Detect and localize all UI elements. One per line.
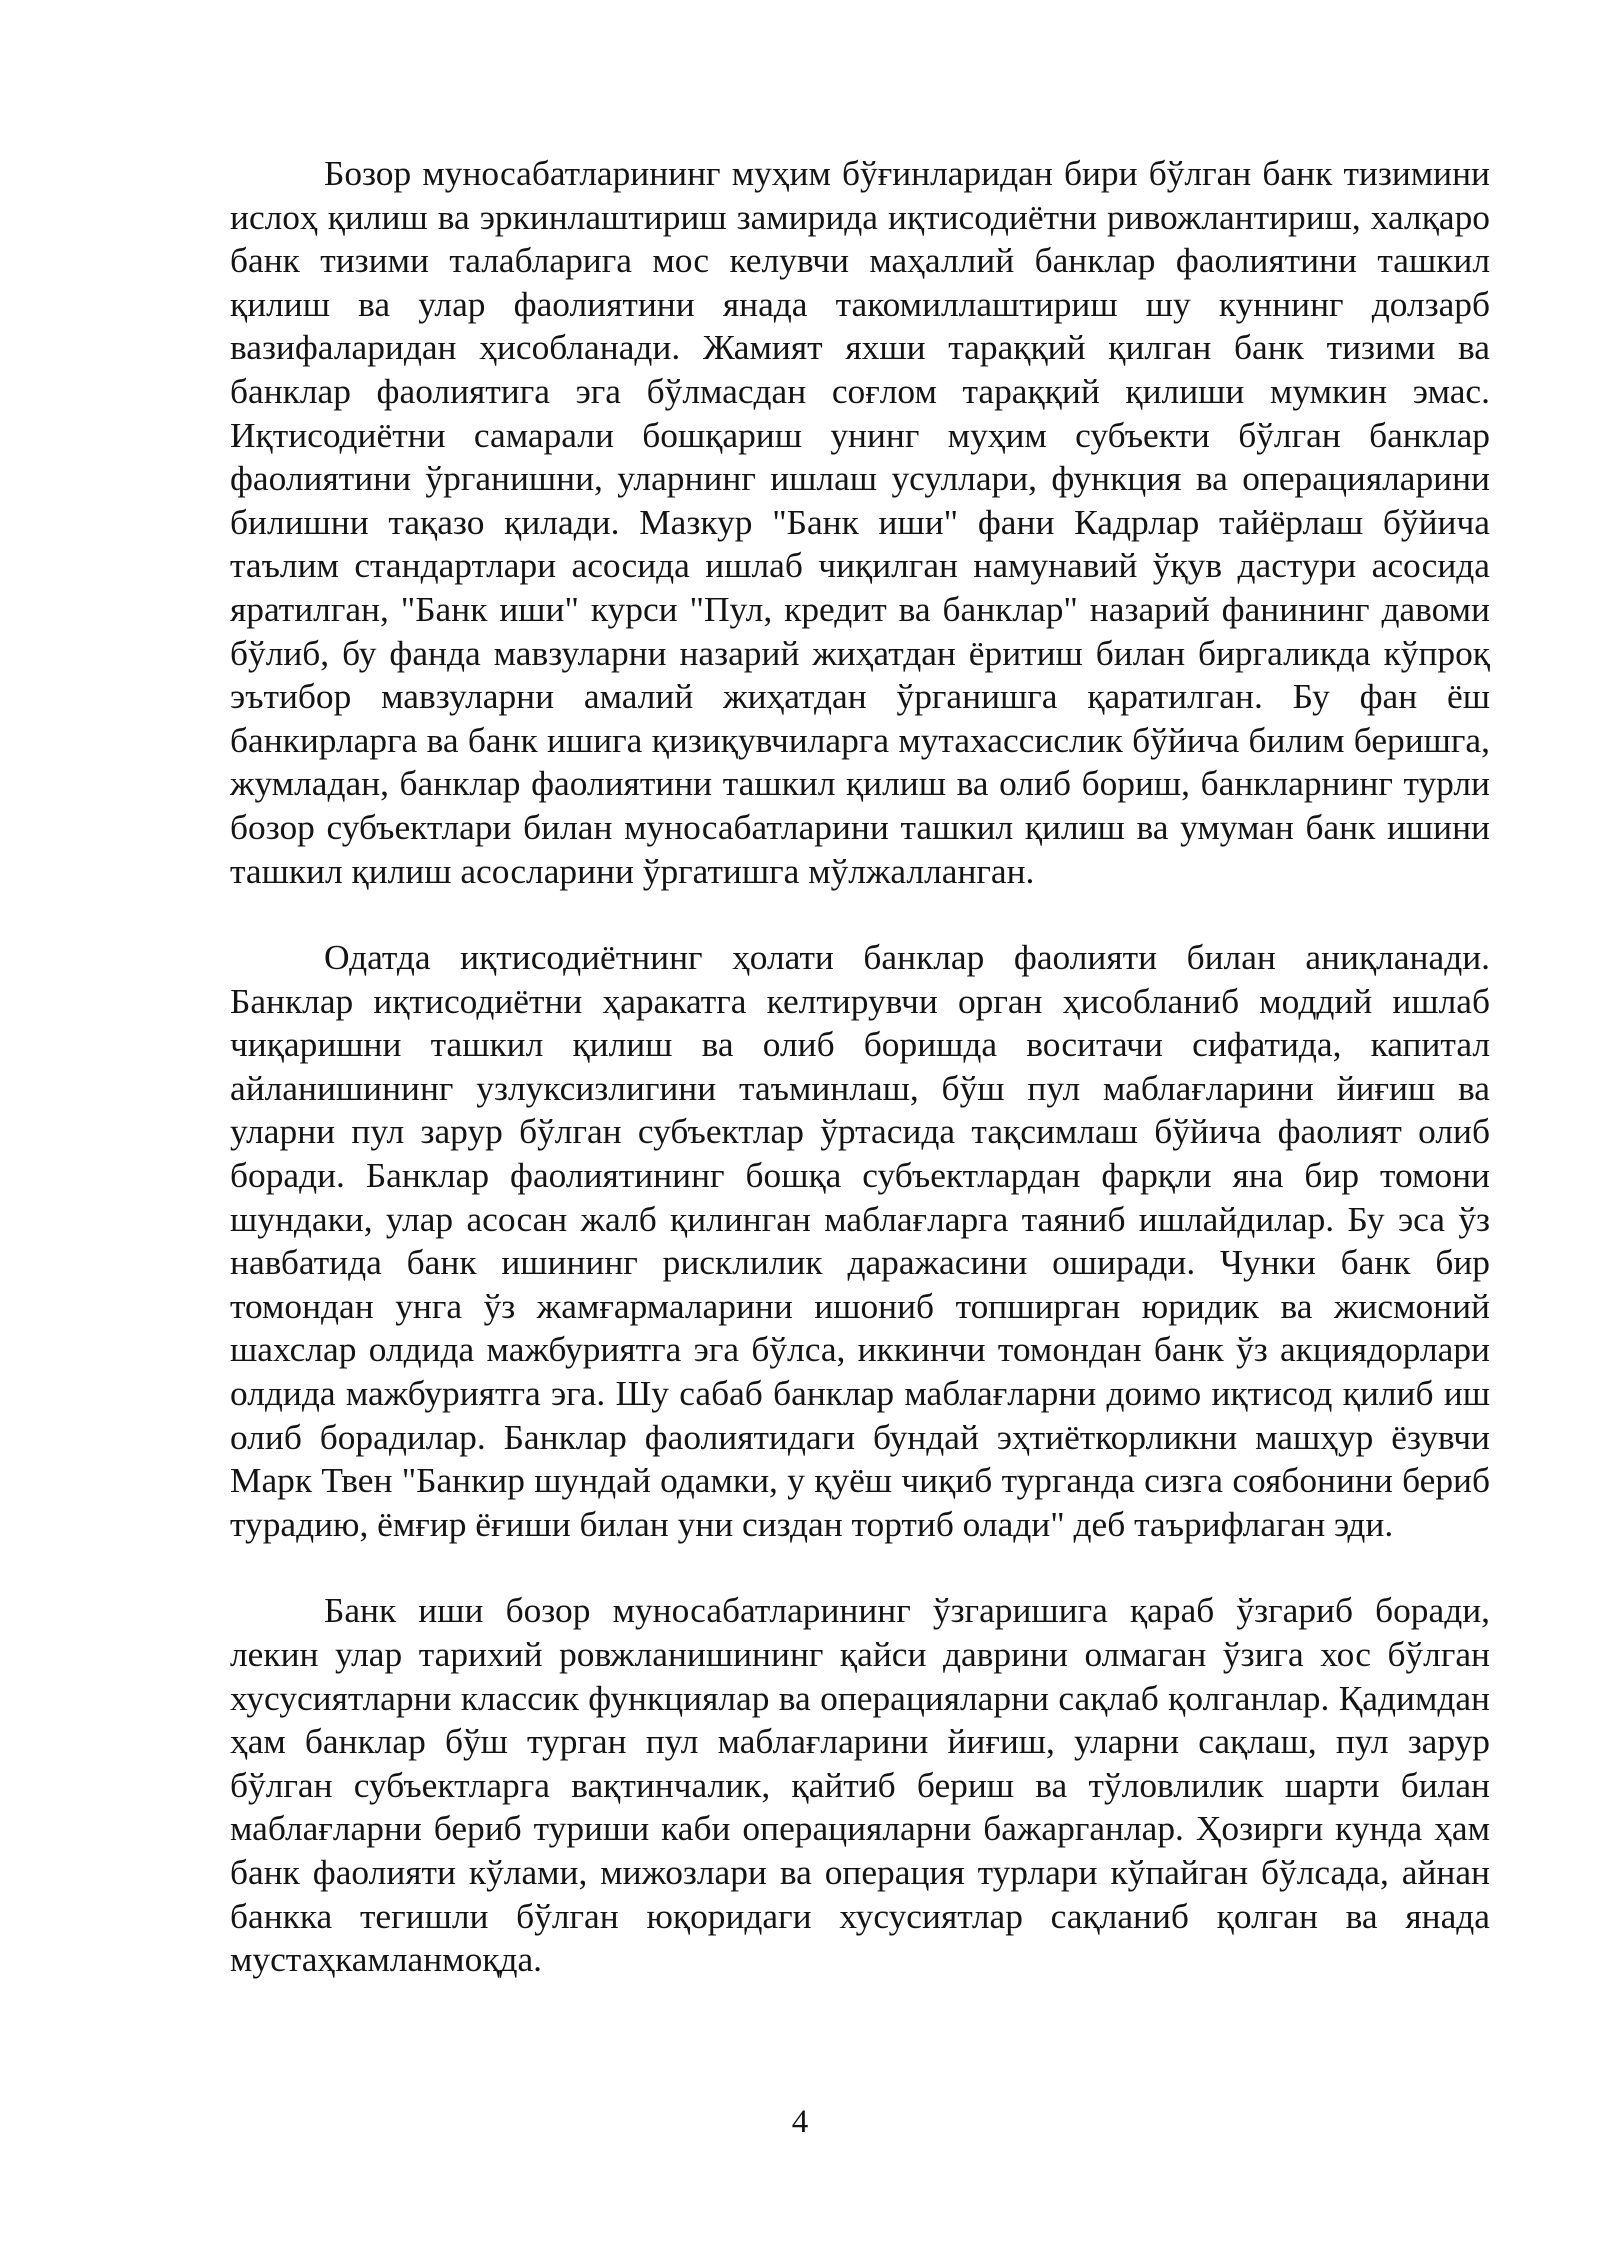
- body-text: [230, 152, 1490, 2025]
- paragraph-1: Бозор муносабатларининг муҳим бўғинларидан бири бўлган банк тизимини ислоҳ қилиш ва эркинлаштириш замирида иқтисодиётни ривожлантириш, халқаро банк тизими талабларига мос келувчи маҳаллий банклар фаолиятини ташкил қилиш ва улар фаолиятини янада такомиллаштириш шу куннинг долзарб вазифаларидан ҳисобланади. Жамият яхши тараққий қилган банк тизими ва банклар фаолиятига эга бўлмасдан соғлом тараққий қилиши мумкин эмас. Иқтисодиётни самарали бошқариш унинг муҳим субъекти бўлган банклар фаолиятини ўрганишни, уларнинг ишлаш усуллари, функция ва операцияларини билишни тақазо қилади. Мазкур "Банк иши" фани Кадрлар тайёрлаш бўйича таълим стандартлари асосида ишлаб чиқилган намунавий ўқув дастури асосида яратилган, "Банк иши" курси "Пул, кредит ва банклар" назарий фанининг давоми бўлиб, бу фанда мавзуларни назарий жиҳатдан ёритиш билан биргаликда кўпроқ эътибор мавзуларни амалий жиҳатдан ўрганишга қаратилган. Бу фан ёш банкирларга ва банк ишига қизиқувчиларга мутахассислик бўйича билим беришга, жумладан, банклар фаолиятини ташкил қилиш ва олиб бориш, банкларнинг турли бозор субъектлари билан муносабатларини ташкил қилиш ва умуман банк ишини ташкил қилиш асосларини ўргатишга мўлжалланган.: [230, 153, 1490, 891]
- page-number: 4: [791, 2104, 809, 2140]
- paragraph-2: Одатда иқтисодиётнинг ҳолати банклар фаолияти билан аниқланади. Банклар иқтисодиётни ҳаракатга келтирувчи орган ҳисобланиб моддий ишлаб чиқаришни ташкил қилиш ва олиб боришда воситачи сифатида, капитал айланишининг узлуксизлигини таъминлаш, бўш пул маблағларини йиғиш ва уларни пул зарур бўлган субъектлар ўртасида тақсимлаш бўйича фаолият олиб боради. Банклар фаолиятининг бошқа субъектлардан фарқли яна бир томони шундаки, улар асосан жалб қилинган маблағларга таяниб ишлайдилар. Бу эса ўз навбатида банк ишининг рисклилик даражасини оширади. Чунки банк бир томондан унга ўз жамғармаларини ишониб топширган юридик ва жисмоний шахслар олдида мажбуриятга эга бўлса, иккинчи томондан банк ўз акциядорлари олдида мажбуриятга эга. Шу сабаб банклар маблағларни доимо иқтисод қилиб иш олиб борадилар. Банклар фаолиятидаги бундай эҳтиёткорликни машҳур ёзувчи Марк Твен "Банкир шундай одамки, у қуёш чиқиб турганда сизга соябонини бериб турадию, ёмғир ёғиши билан уни сиздан тортиб олади" деб таърифлаган эди.: [230, 937, 1490, 1544]
- paragraph-3: Банк иши бозор муносабатларининг ўзгаришига қараб ўзгариб боради, лекин улар тарихий ровжланишининг қайси даврини олмаган ўзига хос бўлган хусусиятларни классик функциялар ва операцияларни сақлаб қолганлар. Қадимдан ҳам банклар бўш турган пул маблағларини йиғиш, уларни сақлаш, пул зарур бўлган субъектларга вақтинчалик, қайтиб бериш ва тўловлилик шарти билан маблағларни бериб туриши каби операцияларни бажарганлар. Ҳозирги кунда ҳам банк фаолияти кўлами, мижозлари ва операция турлари кўпайган бўлсада, айнан банкка тегишли бўлган юқоридаги хусусиятлар сақланиб қолган ва янада мустаҳкамланмоқда.: [230, 1590, 1490, 1980]
